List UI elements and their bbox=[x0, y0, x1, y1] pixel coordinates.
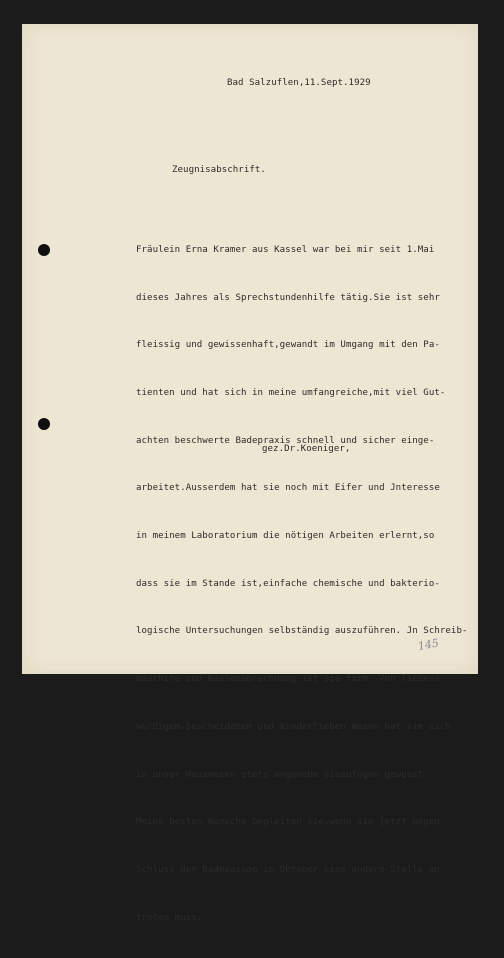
letter-body bbox=[136, 211, 468, 958]
body-line: fleissig und gewissenhaft,gewandt im Umgang mit den Pa- bbox=[136, 340, 440, 351]
body-line: in meinem Laboratorium die nötigen Arbeiten erlernt,so bbox=[136, 531, 435, 542]
document-heading: Zeugnisabschrift. bbox=[172, 165, 266, 175]
punch-hole-lower bbox=[38, 418, 50, 430]
body-line: logische Untersuchungen selbständig auszuführen. Jn Schreib- bbox=[136, 626, 468, 637]
body-line: Schluss der Badesaison im Oktober eine andere Stelle an- bbox=[136, 864, 446, 875]
body-line: tienten und hat sich in meine umfangreiche,mit viel Gut- bbox=[136, 387, 446, 398]
body-line: treten muss. bbox=[136, 912, 203, 923]
body-line: maschine und Kassenabrechnung ist sie firm.-Von liebens- bbox=[136, 674, 446, 685]
signature-line: gez.Dr.Koeniger, bbox=[262, 444, 351, 454]
body-line: würdigem,bescheidenem und kinderlieben Wesen hat sie sich bbox=[136, 721, 451, 732]
document-page bbox=[22, 24, 478, 923]
body-line: arbeitet.Ausserdem hat sie noch mit Eifer und Jnteresse bbox=[136, 483, 440, 494]
body-line: dieses Jahres als Sprechstundenhilfe tätig.Sie ist sehr bbox=[136, 292, 440, 303]
body-line: Meine besten Wünsche begleiten sie,wenn sie jetzt wegen bbox=[136, 817, 440, 828]
punch-hole-upper bbox=[38, 244, 50, 256]
body-line: in unser Hauswesen stets angenehm einzufügen gewusst. bbox=[136, 769, 429, 780]
body-line: Fräulein Erna Kramer aus Kassel war bei mir seit 1.Mai bbox=[136, 244, 435, 255]
archive-number-mark: 145 bbox=[416, 636, 440, 653]
body-line: dass sie im Stande ist,einfache chemische und bakterio- bbox=[136, 578, 440, 589]
body-line: achten beschwerte Badepraxis schnell und sicher einge- bbox=[136, 435, 435, 446]
date-line: Bad Salzuflen,11.Sept.1929 bbox=[227, 78, 371, 88]
